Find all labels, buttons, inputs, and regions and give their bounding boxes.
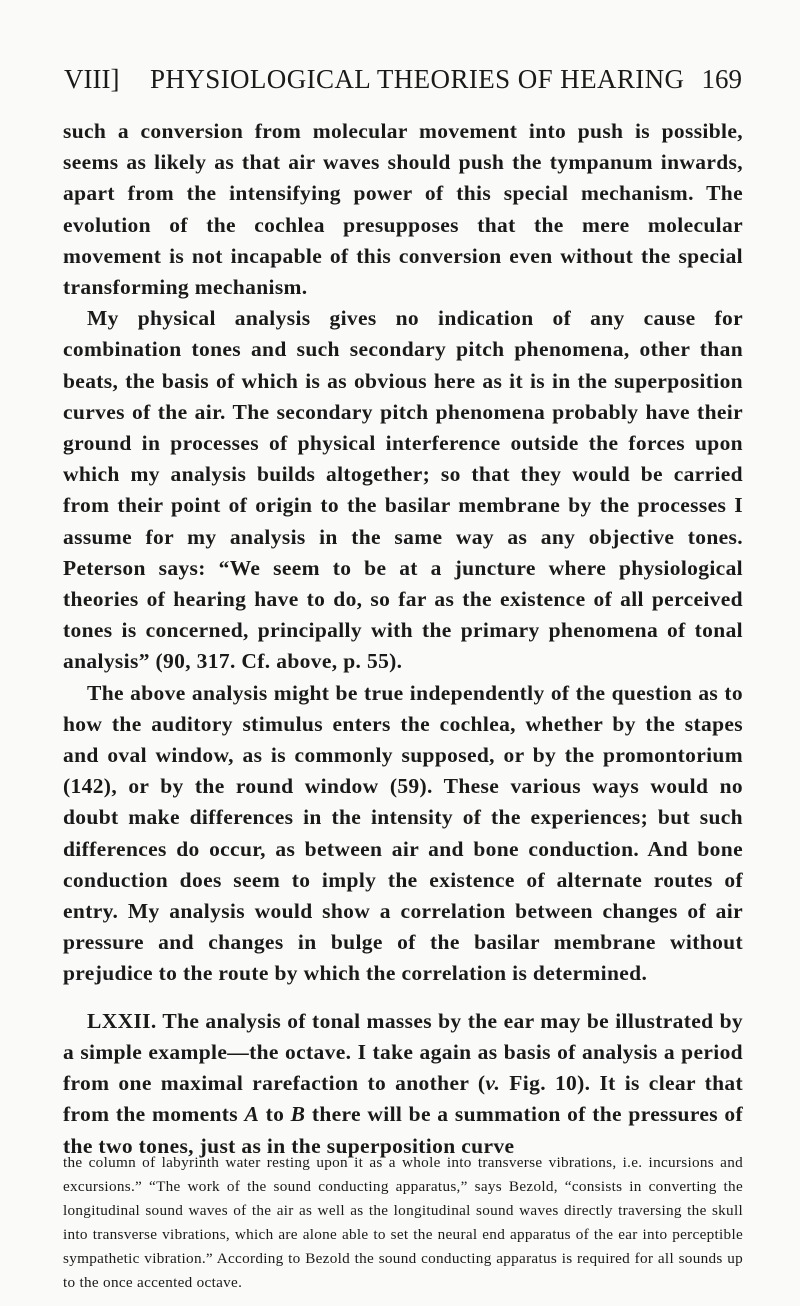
footnote-text: the column of labyrinth water resting upon it as a whole into transverse vibrations, i.e. incursions and excursions.” “The work of the sound conducting apparatus,” says Bezold, “consists in converting the longitudinal sound waves of the air as well as the longitudinal sound waves directly traversing the skull into transverse vibrations, which are alone able to set the neural end apparatus of the ear into perceptible sympathetic vibration.” According to Bezold the sound conducting apparatus is required for all sounds up to the once accented octave. <box>63 1154 743 1291</box>
page-number: 169 <box>701 64 742 94</box>
running-title: PHYSIOLOGICAL THEORIES OF HEARING <box>150 64 685 94</box>
text-run: to <box>259 1102 291 1127</box>
paragraph-combination-tones: My physical analysis gives no indication of any cause for combination tones and such secondary pitch phenomena, other than beats, the basis of which is as obvious here as it is in the superposition curves of the air. The secondary pitch phenomena probably have their ground in processes of physical interference outside the forces upon which my analysis builds altogether; so that they would be carried from their point of origin to the basilar membrane by the processes I assume for my analysis in the same way as any objective tones. Peterson says: “We seem to be at a juncture where physiological theories of hearing have to do, so far as the existence of all perceived tones is concerned, principally with the primary phenomena of tonal analysis” (90, 317. Cf. above, p. 55). <box>63 306 743 674</box>
text-run: LXXII. The analysis of tonal masses by the ear may be illustrated by a simple example—the octave. I take again as basis of analysis a period from one maximal rarefaction to another ( <box>63 1008 743 1096</box>
running-head <box>64 64 742 104</box>
body-text <box>63 116 743 1162</box>
footnote <box>63 1151 743 1295</box>
text-run: Fig. 10). It is clear that from the moments <box>63 1071 743 1127</box>
paragraph-auditory-stimulus: The above analysis might be true independently of the question as to how the auditory stimulus enters the cochlea, whether by the stapes and oval window, as is commonly supposed, or by the promontorium (142), or by the round window (59). These various ways would no doubt make differences in the intensity of the experiences; but such differences do occur, as between air and bone conduction. And bone conduction does seem to imply the existence of alternate routes of entry. My analysis would show a correlation between changes of air pressure and changes in bulge of the basilar membrane without prejudice to the route by which the correlation is determined. <box>63 680 743 986</box>
italic-a: A <box>244 1102 260 1127</box>
chapter-number: VIII] <box>64 64 120 94</box>
italic-b: B <box>290 1102 306 1127</box>
paragraph-section-lxxii <box>63 1006 743 1162</box>
italic-v: v. <box>485 1071 501 1096</box>
paragraph-continuation: such a conversion from molecular movement into push is possible, seems as likely as that air waves should push the tympanum inwards, apart from the intensifying power of this special mechanism. The evolution of the cochlea presupposes that the mere molecular movement is not incapable of this conversion even without the special transforming mechanism. <box>63 119 743 300</box>
text-run: there will be a summation of the pressures of the two tones, just as in the superposition curve <box>63 1102 743 1158</box>
